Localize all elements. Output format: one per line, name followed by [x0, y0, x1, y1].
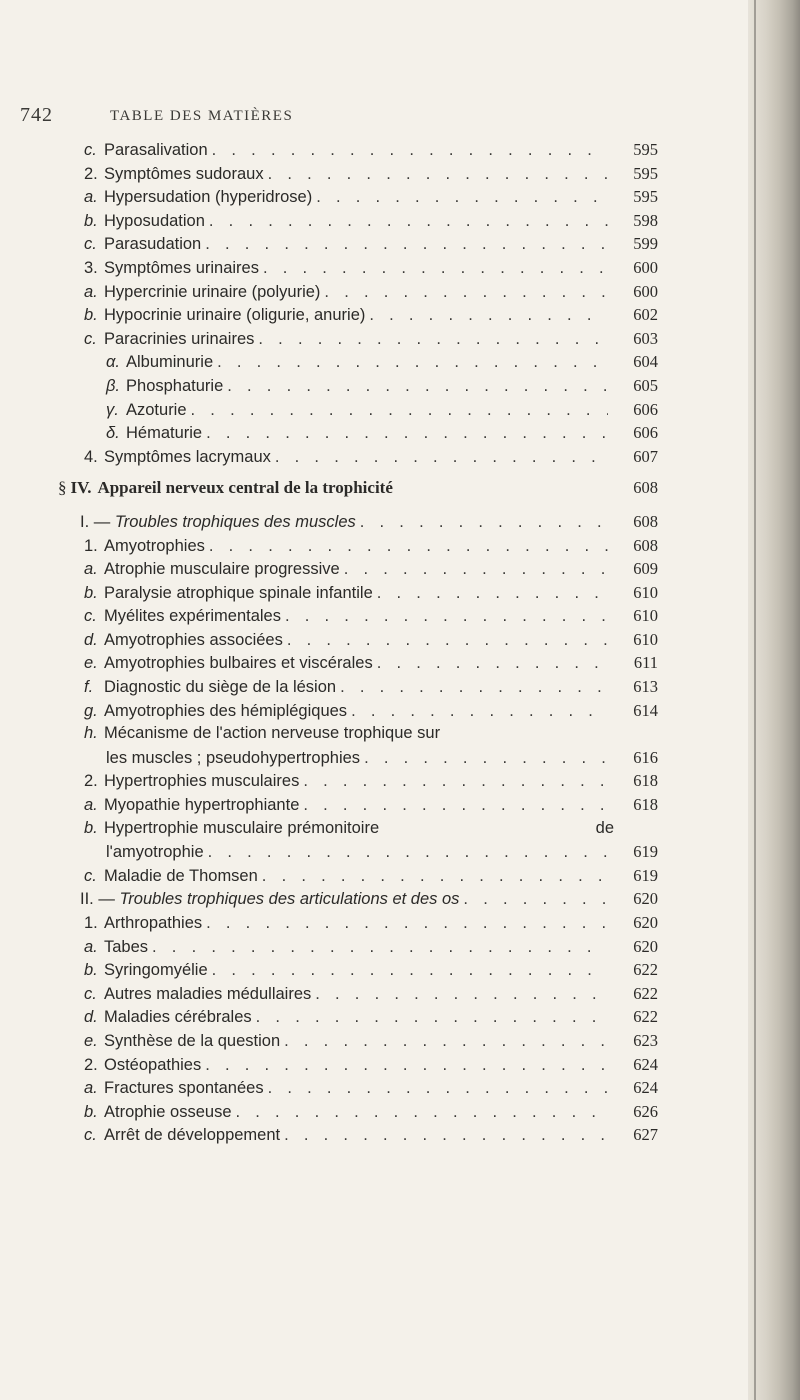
running-title: TABLE DES MATIÈRES [110, 108, 294, 124]
part-page: 608 [633, 511, 658, 531]
part-title: Troubles trophiques des muscles [114, 512, 356, 531]
part-page: 620 [633, 889, 658, 909]
entry-text: Hématurie [126, 424, 203, 443]
leader-dots [336, 676, 608, 700]
entry-text: Hypercrinie urinaire (polyurie) [104, 282, 321, 301]
leader-dots [264, 163, 608, 187]
entry-text: Atrophie osseuse [104, 1102, 232, 1121]
entry-text: Atrophie musculaire progressive [104, 560, 340, 579]
entry-label: 4. [84, 447, 98, 466]
entry-text: Ostéopathies [104, 1055, 202, 1074]
leader-dots [299, 770, 608, 794]
entry-label: c. [84, 607, 97, 626]
entry-text: Paralysie atrophique spinale infantile [104, 583, 373, 602]
toc-entry-b2-line1 [58, 817, 658, 841]
entry-label: c. [84, 866, 97, 885]
leader-dots [187, 399, 608, 423]
page-number: 742 [20, 104, 53, 126]
toc-entry [58, 1123, 658, 1147]
entry-label: c. [84, 141, 97, 159]
entry-text: Diagnostic du siège de la lésion [104, 678, 337, 697]
entry-label: e. [84, 1031, 98, 1050]
entry-text: Maladies cérébrales [104, 1008, 252, 1027]
entry-page: 605 [633, 375, 658, 395]
leader-dots [232, 1101, 609, 1125]
leader-dots [205, 210, 608, 234]
entry-page: 595 [633, 163, 658, 183]
toc-block-bottom [58, 911, 658, 1147]
entry-text: Maladie de Thomsen [104, 866, 258, 885]
entry-text: Symptômes sudoraux [104, 164, 264, 183]
entry-text: Syringomyélie [104, 961, 208, 980]
entry-label: h. [84, 724, 98, 743]
toc-entry [58, 557, 658, 581]
entry-label: 2. [84, 164, 98, 183]
entry-label: c. [84, 329, 97, 348]
entry-label: a. [84, 937, 98, 956]
page-edge-line [754, 0, 756, 1400]
toc-entry [58, 445, 658, 469]
toc-entry [58, 935, 658, 959]
entry-label: f. [84, 678, 94, 697]
entry-text: Hyposudation [104, 211, 205, 230]
entry-text: Amyotrophies bulbaires et viscérales [104, 654, 373, 673]
entry-label: 2. [84, 772, 98, 791]
entry-text: Mécanisme de l'action nerveuse trophique sur [104, 724, 441, 743]
entry-page: 600 [633, 257, 658, 277]
table-of-contents [58, 138, 658, 1147]
entry-page: 602 [633, 305, 658, 325]
entry-page: 626 [633, 1101, 658, 1121]
entry-text: Hypocrinie urinaire (oligurie, anurie) [104, 306, 366, 325]
entry-page: 624 [633, 1054, 658, 1074]
entry-page: 622 [633, 983, 658, 1003]
leader-dots [208, 959, 608, 983]
toc-block-mid [58, 534, 658, 723]
entry-page: 607 [633, 446, 658, 466]
toc-entry [58, 1029, 658, 1053]
toc-entry [58, 1100, 658, 1124]
entry-label: a. [84, 796, 98, 815]
entry-text: Paracrinies urinaires [104, 329, 255, 348]
section-title: Appareil nerveux central de la trophicité [97, 478, 393, 498]
toc-entry [58, 534, 658, 558]
entry-page: 622 [633, 1007, 658, 1027]
leader-dots [201, 233, 608, 257]
entry-page: 619 [633, 842, 658, 862]
page-header [20, 104, 580, 128]
entry-page: 610 [633, 606, 658, 626]
toc-entry [58, 675, 658, 699]
entry-label: 1. [84, 536, 98, 555]
leader-dots [347, 700, 608, 724]
toc-entry [58, 209, 658, 233]
entry-text: Symptômes urinaires [104, 258, 259, 277]
leader-dots [360, 747, 608, 771]
entry-text: Amyotrophies associées [104, 630, 283, 649]
entry-page: 606 [633, 399, 658, 419]
entry-text: Arthropathies [104, 914, 203, 932]
entry-label: 1. [84, 914, 98, 932]
toc-entry [58, 628, 658, 652]
entry-text: Hypertrophie musculaire prémonitoire [104, 818, 380, 837]
entry-label: γ. [106, 400, 119, 419]
entry-label: 3. [84, 258, 98, 277]
toc-entry [58, 350, 658, 374]
toc-entry [58, 793, 658, 817]
leader-dots [258, 865, 608, 889]
toc-entry [58, 138, 658, 162]
leader-dots [202, 912, 608, 936]
entry-page: 620 [633, 936, 658, 956]
entry-label: α. [106, 353, 120, 372]
entry-text: Arrêt de développement [104, 1126, 281, 1145]
entry-page: 608 [633, 535, 658, 555]
entry-text: Fractures spontanées [104, 1079, 264, 1098]
toc-entry [58, 1053, 658, 1077]
toc-entry [58, 651, 658, 675]
entry-text: Albuminurie [126, 353, 214, 372]
toc-entry-h-line1 [58, 722, 658, 746]
entry-text: Azoturie [126, 400, 187, 419]
leader-dots [202, 422, 608, 446]
toc-entry [58, 864, 658, 888]
entry-page: 598 [633, 210, 658, 230]
leader-dots [201, 1054, 608, 1078]
part-dash: — [98, 890, 115, 909]
entry-page: 620 [633, 913, 658, 932]
toc-entry-b2-line2 [58, 840, 658, 864]
entry-page: 604 [633, 352, 658, 372]
toc-block-mid2 [58, 769, 658, 816]
entry-label: β. [106, 376, 121, 395]
leader-dots [459, 888, 608, 912]
leader-dots [299, 794, 608, 818]
leader-dots [365, 304, 608, 328]
entry-page: 603 [633, 328, 658, 348]
entry-text-continued: les muscles ; pseudohypertrophies [106, 748, 361, 767]
entry-text: Myopathie hypertrophiante [104, 796, 300, 815]
toc-entry [58, 232, 658, 256]
entry-page: 619 [633, 865, 658, 885]
leader-dots [223, 375, 608, 399]
leader-dots [259, 257, 608, 281]
entry-page: 595 [633, 140, 658, 159]
entry-page: 623 [633, 1030, 658, 1050]
entry-label: a. [84, 1079, 98, 1098]
toc-entry [58, 1076, 658, 1100]
entry-label: δ. [106, 424, 120, 443]
toc-entry [58, 699, 658, 723]
entry-page: 610 [633, 629, 658, 649]
section-mark: § [58, 478, 67, 498]
entry-text: Myélites expérimentales [104, 607, 281, 626]
toc-entry [58, 982, 658, 1006]
toc-entry [58, 958, 658, 982]
entry-label: g. [84, 701, 98, 720]
entry-page: 618 [633, 771, 658, 791]
leader-dots [280, 1030, 608, 1054]
toc-entry [58, 604, 658, 628]
entry-text: Amyotrophies [104, 536, 205, 555]
entry-label: a. [84, 560, 98, 579]
entry-label: 2. [84, 1055, 98, 1074]
leader-dots [204, 841, 608, 865]
entry-page: 606 [633, 423, 658, 443]
entry-label: b. [84, 961, 98, 980]
leader-dots [320, 281, 608, 305]
leader-dots [254, 328, 608, 352]
leader-dots [356, 511, 608, 535]
entry-page: 595 [633, 187, 658, 207]
entry-page: 611 [633, 653, 658, 673]
part-title: Troubles trophiques des articulations et des os [119, 890, 460, 909]
part-dash: — [93, 512, 111, 531]
entry-page: 610 [633, 582, 658, 602]
entry-label: b. [84, 211, 98, 230]
entry-page: 616 [633, 747, 658, 767]
entry-text: Amyotrophies des hémiplégiques [104, 701, 348, 720]
leader-dots [312, 186, 608, 210]
part-heading-1 [58, 510, 658, 534]
leader-dots [373, 652, 608, 676]
toc-entry-h-line2 [58, 746, 658, 770]
entry-label: d. [84, 1008, 98, 1027]
entry-label: e. [84, 654, 98, 673]
toc-entry [58, 303, 658, 327]
entry-page: 618 [633, 795, 658, 815]
entry-text: Autres maladies médullaires [104, 984, 312, 1003]
leader-dots [373, 582, 608, 606]
entry-page: 600 [633, 281, 658, 301]
entry-text-continued: l'amyotrophie [106, 843, 204, 862]
entry-page: 622 [633, 960, 658, 980]
entry-text: Parasalivation [104, 141, 208, 159]
toc-block-top [58, 138, 658, 468]
toc-entry [58, 911, 658, 935]
section-number: IV. [70, 478, 92, 498]
entry-page: 613 [633, 677, 658, 697]
entry-page: 627 [633, 1125, 658, 1145]
toc-entry [58, 398, 658, 422]
entry-text: Tabes [104, 937, 149, 956]
leader-dots [283, 629, 608, 653]
entry-label: a. [84, 282, 98, 301]
leader-dots [280, 1124, 608, 1148]
part-heading-2 [58, 887, 658, 911]
entry-label: b. [84, 1102, 98, 1121]
toc-entry [58, 421, 658, 445]
entry-label: b. [84, 583, 98, 602]
entry-page: 599 [633, 234, 658, 254]
entry-text: Symptômes lacrymaux [104, 447, 271, 466]
toc-entry [58, 581, 658, 605]
entry-page: 614 [633, 700, 658, 720]
leader-dots [252, 1006, 608, 1030]
leader-dots [271, 446, 608, 470]
entry-label: c. [84, 984, 97, 1003]
leader-dots [281, 605, 608, 629]
leader-dots [264, 1077, 608, 1101]
entry-label: b. [84, 818, 98, 837]
entry-label: b. [84, 306, 98, 325]
section-heading [58, 476, 658, 500]
toc-entry [58, 256, 658, 280]
toc-entry [58, 327, 658, 351]
toc-entry [58, 374, 658, 398]
leader-dots [213, 351, 608, 375]
entry-label: a. [84, 188, 98, 207]
toc-entry [58, 1005, 658, 1029]
part-label: I. [80, 512, 90, 531]
entry-page: 609 [633, 559, 658, 579]
toc-entry [58, 769, 658, 793]
leader-dots [205, 535, 608, 559]
leader-dots [311, 983, 608, 1007]
entry-text: Phosphaturie [126, 376, 224, 395]
entry-text-tail: de [595, 818, 614, 837]
entry-label: d. [84, 630, 98, 649]
toc-entry [58, 280, 658, 304]
toc-entry [58, 162, 658, 186]
leader-dots [340, 558, 608, 582]
entry-label: c. [84, 235, 97, 254]
entry-text: Hypersudation (hyperidrose) [104, 188, 313, 207]
leader-dots [148, 936, 608, 960]
entry-text: Hypertrophies musculaires [104, 772, 300, 791]
entry-page: 624 [633, 1078, 658, 1098]
part-label: II. [80, 890, 94, 909]
toc-entry [58, 185, 658, 209]
section-page: 608 [633, 478, 658, 498]
leader-dots [208, 139, 608, 163]
entry-text: Synthèse de la question [104, 1031, 281, 1050]
entry-label: c. [84, 1126, 97, 1145]
entry-text: Parasudation [104, 235, 202, 254]
